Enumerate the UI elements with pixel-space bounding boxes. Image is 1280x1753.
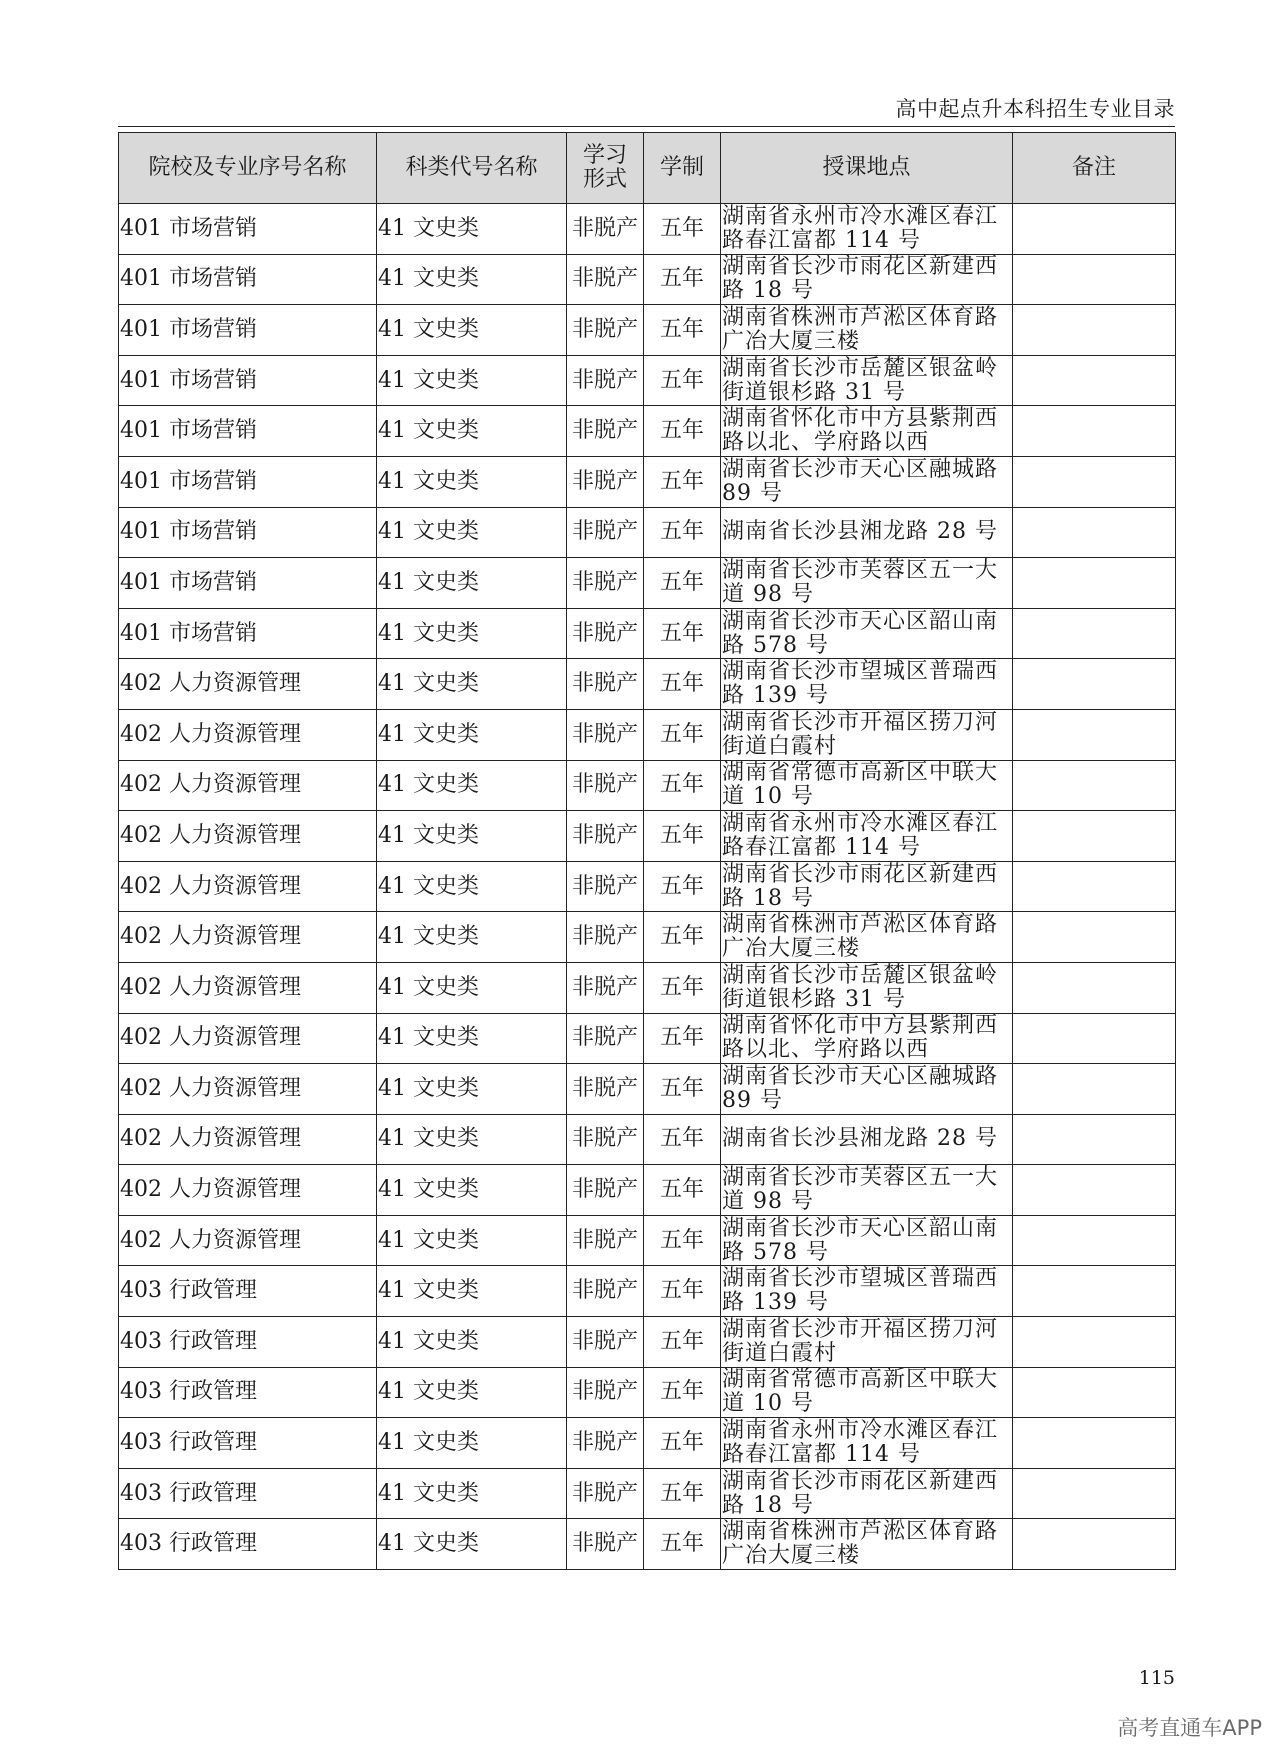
column-header: 备注	[1013, 133, 1176, 204]
study-mode-cell: 非脱产	[567, 912, 644, 963]
duration-cell: 五年	[644, 305, 721, 356]
category-cell: 41 文史类	[377, 1519, 567, 1570]
page-number: 115	[1138, 1667, 1175, 1689]
note-cell	[1013, 1266, 1176, 1317]
note-cell	[1013, 1468, 1176, 1519]
study-mode-cell: 非脱产	[567, 659, 644, 710]
duration-cell: 五年	[644, 456, 721, 507]
study-mode-cell: 非脱产	[567, 1165, 644, 1216]
major-cell: 401 市场营销	[119, 305, 377, 356]
duration-cell: 五年	[644, 608, 721, 659]
major-cell: 403 行政管理	[119, 1317, 377, 1368]
location-cell: 湖南省永州市冷水滩区春江路春江富都 114 号	[721, 204, 1013, 255]
location-cell: 湖南省株洲市芦淞区体育路广冶大厦三楼	[721, 305, 1013, 356]
study-mode-cell: 非脱产	[567, 811, 644, 862]
duration-cell: 五年	[644, 355, 721, 406]
major-cell: 402 人力资源管理	[119, 962, 377, 1013]
table-row	[119, 659, 1176, 710]
note-cell	[1013, 811, 1176, 862]
note-cell	[1013, 1165, 1176, 1216]
category-cell: 41 文史类	[377, 1013, 567, 1064]
note-cell	[1013, 254, 1176, 305]
column-header: 科类代号名称	[377, 133, 567, 204]
duration-cell: 五年	[644, 1215, 721, 1266]
duration-cell: 五年	[644, 1367, 721, 1418]
duration-cell: 五年	[644, 1165, 721, 1216]
note-cell	[1013, 1317, 1176, 1368]
table-row	[119, 456, 1176, 507]
category-cell: 41 文史类	[377, 659, 567, 710]
location-cell: 湖南省长沙市天心区韶山南路 578 号	[721, 1215, 1013, 1266]
column-header: 授课地点	[721, 133, 1013, 204]
column-header: 院校及专业序号名称	[119, 133, 377, 204]
major-cell: 403 行政管理	[119, 1519, 377, 1570]
study-mode-cell: 非脱产	[567, 608, 644, 659]
study-mode-cell: 非脱产	[567, 1317, 644, 1368]
category-cell: 41 文史类	[377, 1165, 567, 1216]
category-cell: 41 文史类	[377, 1468, 567, 1519]
table-row	[119, 1367, 1176, 1418]
table-row	[119, 254, 1176, 305]
duration-cell: 五年	[644, 406, 721, 457]
table-row	[119, 305, 1176, 356]
table-row	[119, 204, 1176, 255]
major-cell: 401 市场营销	[119, 558, 377, 609]
category-cell: 41 文史类	[377, 811, 567, 862]
category-cell: 41 文史类	[377, 1064, 567, 1115]
column-header: 学制	[644, 133, 721, 204]
table-body	[119, 204, 1176, 1570]
major-cell: 401 市场营销	[119, 456, 377, 507]
note-cell	[1013, 709, 1176, 760]
table-row	[119, 1064, 1176, 1115]
category-cell: 41 文史类	[377, 558, 567, 609]
study-mode-cell: 非脱产	[567, 962, 644, 1013]
major-cell: 401 市场营销	[119, 254, 377, 305]
major-catalog-table	[118, 132, 1176, 1570]
table-row	[119, 1165, 1176, 1216]
study-mode-cell: 非脱产	[567, 1418, 644, 1469]
study-mode-cell: 非脱产	[567, 355, 644, 406]
table-row	[119, 912, 1176, 963]
major-cell: 401 市场营销	[119, 608, 377, 659]
table-row	[119, 406, 1176, 457]
note-cell	[1013, 861, 1176, 912]
category-cell: 41 文史类	[377, 861, 567, 912]
note-cell	[1013, 406, 1176, 457]
header-row	[119, 133, 1176, 204]
duration-cell: 五年	[644, 507, 721, 558]
location-cell: 湖南省长沙市望城区普瑞西路 139 号	[721, 659, 1013, 710]
running-header-title: 高中起点升本科招生专业目录	[895, 97, 1175, 121]
study-mode-cell: 非脱产	[567, 1013, 644, 1064]
study-mode-cell: 非脱产	[567, 204, 644, 255]
note-cell	[1013, 456, 1176, 507]
major-cell: 401 市场营销	[119, 507, 377, 558]
location-cell: 湖南省长沙市芙蓉区五一大道 98 号	[721, 1165, 1013, 1216]
note-cell	[1013, 507, 1176, 558]
duration-cell: 五年	[644, 1064, 721, 1115]
study-mode-cell: 非脱产	[567, 760, 644, 811]
table-row	[119, 962, 1176, 1013]
major-cell: 403 行政管理	[119, 1266, 377, 1317]
study-mode-cell: 非脱产	[567, 406, 644, 457]
study-mode-cell: 非脱产	[567, 861, 644, 912]
major-cell: 402 人力资源管理	[119, 1114, 377, 1165]
category-cell: 41 文史类	[377, 1114, 567, 1165]
duration-cell: 五年	[644, 709, 721, 760]
location-cell: 湖南省长沙市开福区捞刀河街道白霞村	[721, 1317, 1013, 1368]
duration-cell: 五年	[644, 1114, 721, 1165]
note-cell	[1013, 305, 1176, 356]
duration-cell: 五年	[644, 1013, 721, 1064]
category-cell: 41 文史类	[377, 709, 567, 760]
table-row	[119, 507, 1176, 558]
category-cell: 41 文史类	[377, 962, 567, 1013]
study-mode-cell: 非脱产	[567, 1468, 644, 1519]
study-mode-cell: 非脱产	[567, 1064, 644, 1115]
table-row	[119, 709, 1176, 760]
note-cell	[1013, 608, 1176, 659]
category-cell: 41 文史类	[377, 1317, 567, 1368]
note-cell	[1013, 558, 1176, 609]
table-row	[119, 558, 1176, 609]
major-cell: 402 人力资源管理	[119, 709, 377, 760]
table-row	[119, 608, 1176, 659]
duration-cell: 五年	[644, 1266, 721, 1317]
duration-cell: 五年	[644, 1519, 721, 1570]
major-cell: 403 行政管理	[119, 1367, 377, 1418]
table-row	[119, 811, 1176, 862]
major-cell: 401 市场营销	[119, 355, 377, 406]
location-cell: 湖南省长沙县湘龙路 28 号	[721, 507, 1013, 558]
major-cell: 401 市场营销	[119, 204, 377, 255]
major-cell: 402 人力资源管理	[119, 1013, 377, 1064]
location-cell: 湖南省长沙市望城区普瑞西路 139 号	[721, 1266, 1013, 1317]
table-row	[119, 1519, 1176, 1570]
duration-cell: 五年	[644, 760, 721, 811]
major-cell: 402 人力资源管理	[119, 659, 377, 710]
category-cell: 41 文史类	[377, 1215, 567, 1266]
major-cell: 402 人力资源管理	[119, 1165, 377, 1216]
note-cell	[1013, 659, 1176, 710]
location-cell: 湖南省长沙市天心区融城路89 号	[721, 456, 1013, 507]
study-mode-cell: 非脱产	[567, 254, 644, 305]
major-cell: 402 人力资源管理	[119, 861, 377, 912]
location-cell: 湖南省长沙市天心区韶山南路 578 号	[721, 608, 1013, 659]
study-mode-cell: 非脱产	[567, 709, 644, 760]
duration-cell: 五年	[644, 1418, 721, 1469]
study-mode-cell: 非脱产	[567, 1367, 644, 1418]
study-mode-cell: 非脱产	[567, 456, 644, 507]
table-row	[119, 1013, 1176, 1064]
major-cell: 402 人力资源管理	[119, 912, 377, 963]
watermark-text: 高考直通车APP	[1117, 1716, 1262, 1740]
study-mode-cell: 非脱产	[567, 305, 644, 356]
location-cell: 湖南省永州市冷水滩区春江路春江富都 114 号	[721, 811, 1013, 862]
location-cell: 湖南省怀化市中方县紫荆西路以北、学府路以西	[721, 406, 1013, 457]
category-cell: 41 文史类	[377, 1418, 567, 1469]
location-cell: 湖南省长沙市芙蓉区五一大道 98 号	[721, 558, 1013, 609]
study-mode-cell: 非脱产	[567, 1519, 644, 1570]
location-cell: 湖南省常德市高新区中联大道 10 号	[721, 760, 1013, 811]
note-cell	[1013, 204, 1176, 255]
location-cell: 湖南省常德市高新区中联大道 10 号	[721, 1367, 1013, 1418]
location-cell: 湖南省长沙市岳麓区银盆岭街道银杉路 31 号	[721, 962, 1013, 1013]
table-row	[119, 760, 1176, 811]
duration-cell: 五年	[644, 204, 721, 255]
note-cell	[1013, 962, 1176, 1013]
category-cell: 41 文史类	[377, 254, 567, 305]
table-header	[119, 133, 1176, 204]
table-row	[119, 1418, 1176, 1469]
running-header	[118, 92, 1175, 127]
table-row	[119, 1266, 1176, 1317]
category-cell: 41 文史类	[377, 1367, 567, 1418]
major-cell: 403 行政管理	[119, 1468, 377, 1519]
note-cell	[1013, 1519, 1176, 1570]
note-cell	[1013, 1215, 1176, 1266]
table-row	[119, 1114, 1176, 1165]
study-mode-cell: 非脱产	[567, 1114, 644, 1165]
duration-cell: 五年	[644, 254, 721, 305]
location-cell: 湖南省株洲市芦淞区体育路广冶大厦三楼	[721, 912, 1013, 963]
category-cell: 41 文史类	[377, 1266, 567, 1317]
note-cell	[1013, 355, 1176, 406]
major-cell: 402 人力资源管理	[119, 1064, 377, 1115]
duration-cell: 五年	[644, 962, 721, 1013]
major-cell: 403 行政管理	[119, 1418, 377, 1469]
note-cell	[1013, 1013, 1176, 1064]
location-cell: 湖南省长沙市开福区捞刀河街道白霞村	[721, 709, 1013, 760]
note-cell	[1013, 1064, 1176, 1115]
major-cell: 402 人力资源管理	[119, 1215, 377, 1266]
duration-cell: 五年	[644, 558, 721, 609]
category-cell: 41 文史类	[377, 406, 567, 457]
study-mode-cell: 非脱产	[567, 1215, 644, 1266]
table-row	[119, 1468, 1176, 1519]
major-cell: 402 人力资源管理	[119, 760, 377, 811]
category-cell: 41 文史类	[377, 608, 567, 659]
location-cell: 湖南省长沙县湘龙路 28 号	[721, 1114, 1013, 1165]
duration-cell: 五年	[644, 1317, 721, 1368]
category-cell: 41 文史类	[377, 456, 567, 507]
duration-cell: 五年	[644, 912, 721, 963]
duration-cell: 五年	[644, 659, 721, 710]
table-row	[119, 355, 1176, 406]
duration-cell: 五年	[644, 811, 721, 862]
location-cell: 湖南省株洲市芦淞区体育路广冶大厦三楼	[721, 1519, 1013, 1570]
major-cell: 402 人力资源管理	[119, 811, 377, 862]
study-mode-cell: 非脱产	[567, 558, 644, 609]
duration-cell: 五年	[644, 861, 721, 912]
category-cell: 41 文史类	[377, 355, 567, 406]
location-cell: 湖南省长沙市岳麓区银盆岭街道银杉路 31 号	[721, 355, 1013, 406]
location-cell: 湖南省长沙市雨花区新建西路 18 号	[721, 861, 1013, 912]
table-row	[119, 1215, 1176, 1266]
location-cell: 湖南省怀化市中方县紫荆西路以北、学府路以西	[721, 1013, 1013, 1064]
major-cell: 401 市场营销	[119, 406, 377, 457]
table-row	[119, 1317, 1176, 1368]
note-cell	[1013, 760, 1176, 811]
category-cell: 41 文史类	[377, 760, 567, 811]
category-cell: 41 文史类	[377, 912, 567, 963]
category-cell: 41 文史类	[377, 507, 567, 558]
location-cell: 湖南省永州市冷水滩区春江路春江富都 114 号	[721, 1418, 1013, 1469]
location-cell: 湖南省长沙市天心区融城路89 号	[721, 1064, 1013, 1115]
category-cell: 41 文史类	[377, 305, 567, 356]
study-mode-cell: 非脱产	[567, 1266, 644, 1317]
location-cell: 湖南省长沙市雨花区新建西路 18 号	[721, 1468, 1013, 1519]
column-header: 学习 形式	[567, 133, 644, 204]
location-cell: 湖南省长沙市雨花区新建西路 18 号	[721, 254, 1013, 305]
study-mode-cell: 非脱产	[567, 507, 644, 558]
table-row	[119, 861, 1176, 912]
note-cell	[1013, 912, 1176, 963]
category-cell: 41 文史类	[377, 204, 567, 255]
note-cell	[1013, 1418, 1176, 1469]
duration-cell: 五年	[644, 1468, 721, 1519]
note-cell	[1013, 1114, 1176, 1165]
note-cell	[1013, 1367, 1176, 1418]
